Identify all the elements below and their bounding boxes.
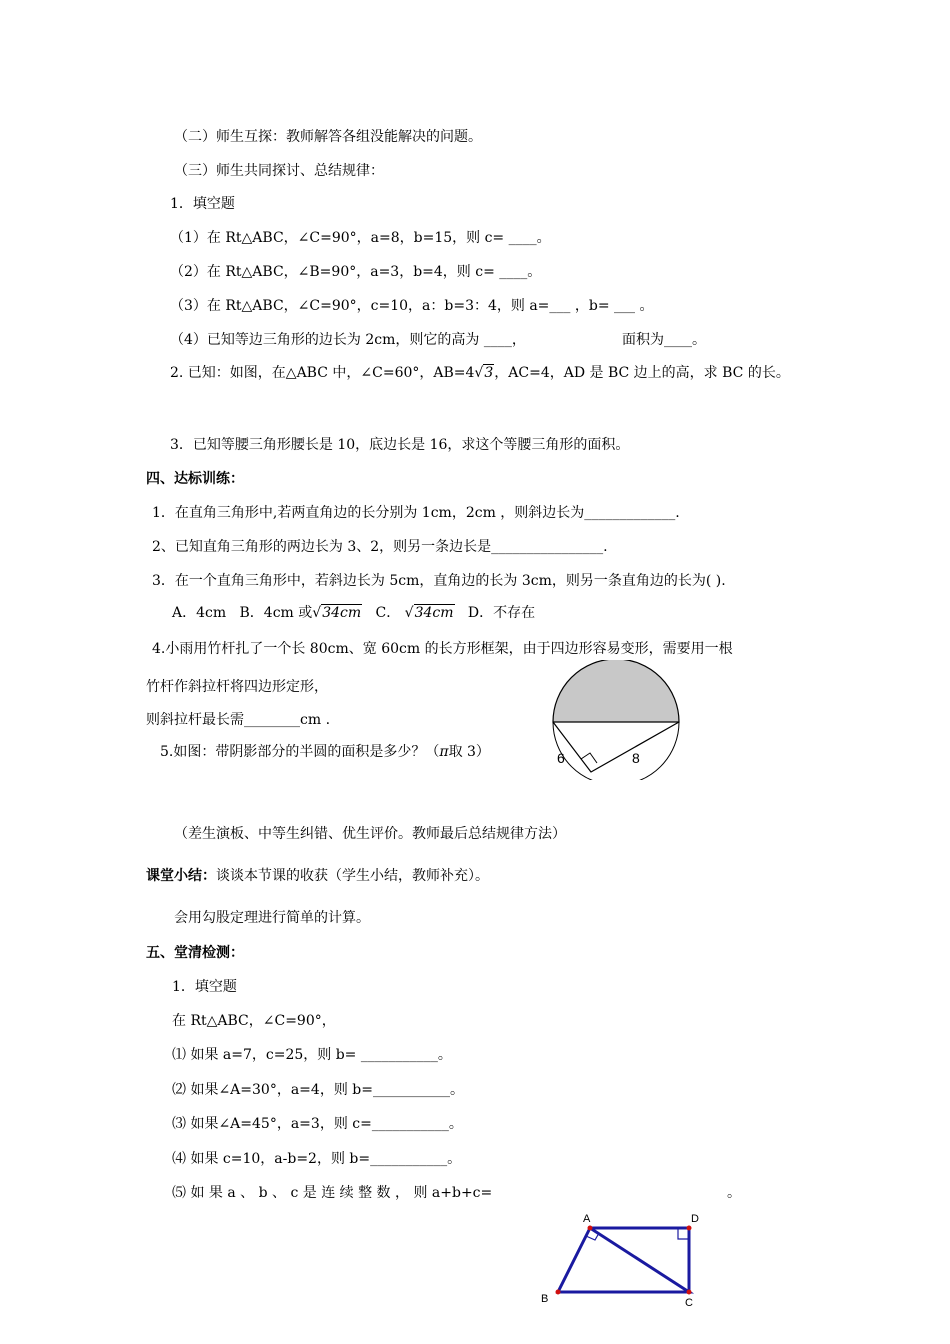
point-c xyxy=(687,1290,692,1295)
pi-symbol: π xyxy=(439,744,449,760)
lower-arc xyxy=(553,722,679,780)
question-3: 3．已知等腰三角形腰长是 10，底边长是 16，求这个等腰三角形的面积。 xyxy=(170,437,630,453)
side-label-8: 8 xyxy=(632,750,640,766)
label-b: B xyxy=(541,1293,549,1305)
point-d xyxy=(687,1226,692,1231)
radicand: 34cm xyxy=(414,605,454,621)
question-title: 1．填空题 xyxy=(170,196,235,212)
label-d: D xyxy=(691,1213,699,1225)
sqrt-symbol: √ xyxy=(404,605,414,621)
check-item: ⑶ 如果∠A=45°，a=3，则 c=___________。 xyxy=(172,1116,463,1132)
practice-question: 3．在一个直角三角形中，若斜边长为 5cm，直角边的长为 3cm，则另一条直角边的长为( ). xyxy=(152,573,726,589)
point-a xyxy=(588,1226,593,1231)
section-heading: 四、达标训练： xyxy=(146,471,244,487)
side-label-6: 6 xyxy=(557,750,565,766)
fill-question: （3）在 Rt△ABC，∠C=90°，c=10，a：b=3：4，则 a=___ ，b= ___ 。 xyxy=(170,298,654,314)
shaded-semicircle xyxy=(553,660,679,722)
label-a: A xyxy=(583,1213,591,1225)
fill-question: （1）在 Rt△ABC，∠C=90°，a=8，b=15，则 c= ____。 xyxy=(170,230,551,246)
section-heading: 五、堂清检测： xyxy=(146,945,244,961)
question-text: 2. 已知：如图，在△ABC 中，∠C=60°，AB=4 xyxy=(170,365,475,381)
option-c: C． xyxy=(375,605,401,621)
practice-question: 1．在直角三角形中,若两直角边的长分别为 1cm，2cm ，则斜边长为_____________. xyxy=(152,505,680,521)
label-c: C xyxy=(685,1297,693,1309)
question-2 xyxy=(170,363,790,383)
practice-question: 2、已知直角三角形的两边长为 3、2，则另一条边长是________________. xyxy=(152,539,608,555)
option-b: B．4cm 或 xyxy=(239,605,313,621)
right-triangle xyxy=(553,722,679,772)
practice-question: 竹杆作斜拉杆将四边形定形， xyxy=(146,679,328,695)
question-text: 5.如图：带阴影部分的半圆的面积是多少？（ xyxy=(160,744,440,760)
fill-question-tail: 面积为____。 xyxy=(622,332,706,348)
question-text: 取 3） xyxy=(448,744,490,760)
summary-line xyxy=(146,866,489,886)
check-item-end: 。 xyxy=(727,1185,741,1201)
check-item: ⑷ 如果 c=10，a-b=2，则 b=___________。 xyxy=(172,1151,462,1167)
semicircle-figure xyxy=(546,660,688,780)
point-b xyxy=(556,1290,561,1295)
sqrt-symbol: √ xyxy=(474,365,484,381)
option-d: D．不存在 xyxy=(467,605,536,621)
fill-question: （4）已知等边三角形的边长为 2cm，则它的高为 ____， xyxy=(170,332,526,348)
practice-question-5 xyxy=(160,742,490,762)
quadrilateral-figure xyxy=(536,1208,712,1310)
teaching-note: （差生演板、中等生纠错、优生评价。教师最后总结规律方法） xyxy=(174,826,566,842)
fill-question: （2）在 Rt△ABC，∠B=90°，a=3，b=4，则 c= ____。 xyxy=(170,264,542,280)
answer-options xyxy=(172,603,535,623)
radicand: 34cm xyxy=(322,605,362,621)
sqrt-symbol: √ xyxy=(312,605,322,621)
summary-point: 会用勾股定理进行简单的计算。 xyxy=(174,910,370,926)
question-text: ，AC=4，AD 是 BC 边上的高，求 BC 的长。 xyxy=(494,365,790,381)
option-a: A．4cm xyxy=(172,605,227,621)
practice-question: 4.小雨用竹杆扎了一个长 80cm、宽 60cm 的长方形框架，由于四边形容易变形，需要用一根 xyxy=(152,641,733,657)
radicand: 3 xyxy=(484,365,494,381)
text-line: （二）师生互探：教师解答各组没能解决的问题。 xyxy=(174,129,482,145)
triangle-abc xyxy=(558,1228,689,1292)
check-item: ⑴ 如果 a=7，c=25，则 b= ___________。 xyxy=(172,1047,452,1063)
question-intro: 在 Rt△ABC，∠C=90°， xyxy=(172,1013,336,1029)
text-line: （三）师生共同探讨、总结规律： xyxy=(174,163,384,179)
check-item: ⑵ 如果∠A=30°，a=4，则 b=___________。 xyxy=(172,1082,464,1098)
check-item: ⑸ 如 果 a 、 b 、 c 是 连 续 整 数 ， 则 a+b+c= xyxy=(172,1185,493,1201)
question-title: 1．填空题 xyxy=(172,979,237,995)
practice-question: 则斜拉杆最长需________cm . xyxy=(146,712,331,728)
summary-label: 课堂小结： xyxy=(146,868,216,884)
summary-text: 谈谈本节课的收获（学生小结，教师补充）。 xyxy=(216,868,489,884)
